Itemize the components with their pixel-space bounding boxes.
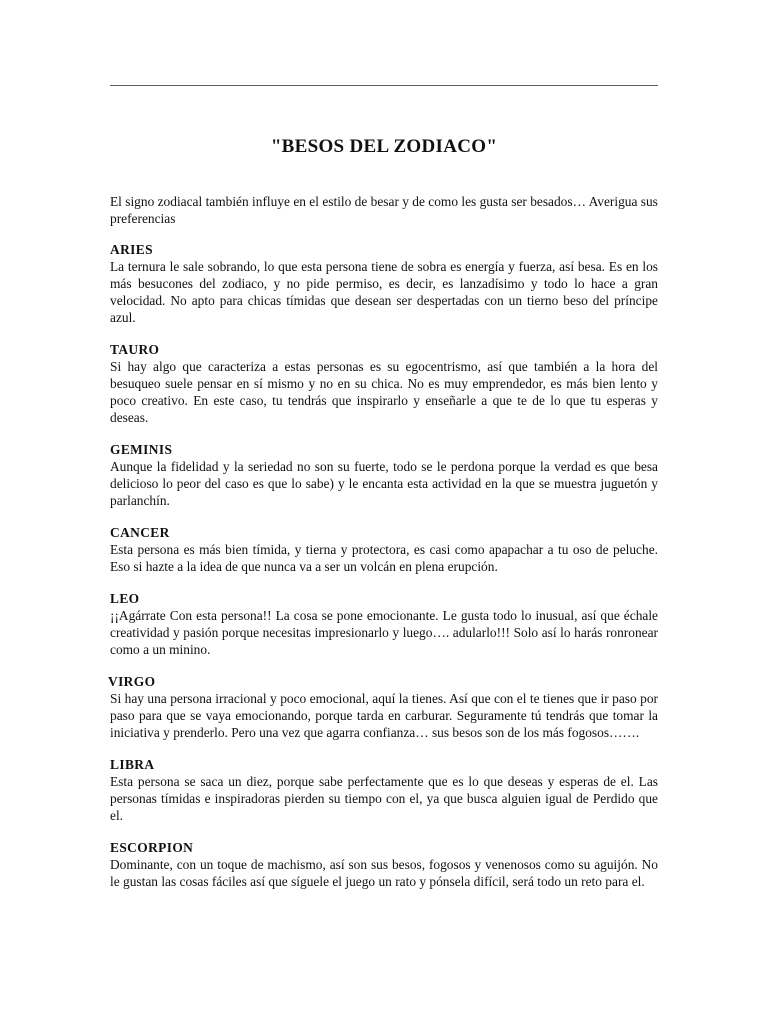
sign-heading: VIRGO bbox=[108, 674, 156, 689]
sign-description: Si hay una persona irracional y poco emocional, aquí la tienes. Así que con el te tienes que ir paso por paso para que se vaya emocionando, porque tarda en carburar. Seguramente tú tendrás que tomar la iniciativa y prenderlo. Pero una vez que agarra confianza… sus besos son de los más fogosos……. bbox=[110, 691, 658, 740]
sign-heading: LIBRA bbox=[110, 757, 155, 772]
sign-description: La ternura le sale sobrando, lo que esta persona tiene de sobra es energía y fuerza, así besa. Es en los más besucones del zodiaco, y no pide permiso, es decir, es lanzadísimo y todo lo hace a gran velocidad. No apto para chicas tímidas que desean ser despertadas con un tierno beso del príncipe azul. bbox=[110, 259, 658, 325]
sign-description: Si hay algo que caracteriza a estas personas es su egocentrismo, así que también a la hora del besuqueo suele pensar en sí mismo y no en su chica. No es muy emprendedor, es más bien lento y poco creativo. En este caso, tu tendrás que inspirarlo y enseñarle a que te de lo que tu esperas y deseas. bbox=[110, 359, 658, 425]
sign-section-geminis bbox=[110, 441, 658, 509]
sign-heading: LEO bbox=[110, 591, 140, 606]
sign-section-aries bbox=[110, 241, 658, 326]
sign-section-escorpion bbox=[110, 839, 658, 890]
sign-section-leo bbox=[110, 590, 658, 658]
sign-heading: CANCER bbox=[110, 525, 170, 540]
sign-section-cancer bbox=[110, 524, 658, 575]
document-body bbox=[110, 193, 658, 905]
sign-section-virgo bbox=[110, 673, 658, 741]
sign-heading: GEMINIS bbox=[110, 442, 173, 457]
sign-description: Esta persona es más bien tímida, y tierna y protectora, es casi como apapachar a tu oso de peluche. Eso si hazte a la idea de que nunca va a ser un volcán en plena erupción. bbox=[110, 542, 658, 574]
sign-description: Dominante, con un toque de machismo, así son sus besos, fogosos y venenosos como su aguijón. No le gustan las cosas fáciles así que síguele el juego un rato y pónsela difícil, será todo un reto para el. bbox=[110, 857, 658, 889]
header-rule bbox=[110, 85, 658, 86]
sign-description: Aunque la fidelidad y la seriedad no son su fuerte, todo se le perdona porque la verdad es que besa delicioso lo peor del caso es que lo sabe) y le encanta esta actividad en la que se muestra juguetón y parlanchín. bbox=[110, 459, 658, 508]
sign-section-libra bbox=[110, 756, 658, 824]
intro-paragraph: El signo zodiacal también influye en el estilo de besar y de como les gusta ser besados… Averigua sus preferencias bbox=[110, 194, 658, 226]
sign-description: ¡¡Agárrate Con esta persona!! La cosa se pone emocionante. Le gusta todo lo inusual, así que échale creatividad y pasión porque necesitas impresionarlo y luego…. adularlo!!! Solo así lo harás ronronear como a un minino. bbox=[110, 608, 658, 657]
page-title: "BESOS DEL ZODIACO" bbox=[270, 136, 498, 157]
sign-heading: TAURO bbox=[110, 342, 160, 357]
sign-heading: ESCORPION bbox=[110, 840, 194, 855]
sign-description: Esta persona se saca un diez, porque sabe perfectamente que es lo que deseas y esperas de el. Las personas tímidas e inspiradoras pierden su tiempo con el, ya que busca alguien igual de Perdido que el. bbox=[110, 774, 658, 823]
sign-heading: ARIES bbox=[110, 242, 153, 257]
sign-section-tauro bbox=[110, 341, 658, 426]
